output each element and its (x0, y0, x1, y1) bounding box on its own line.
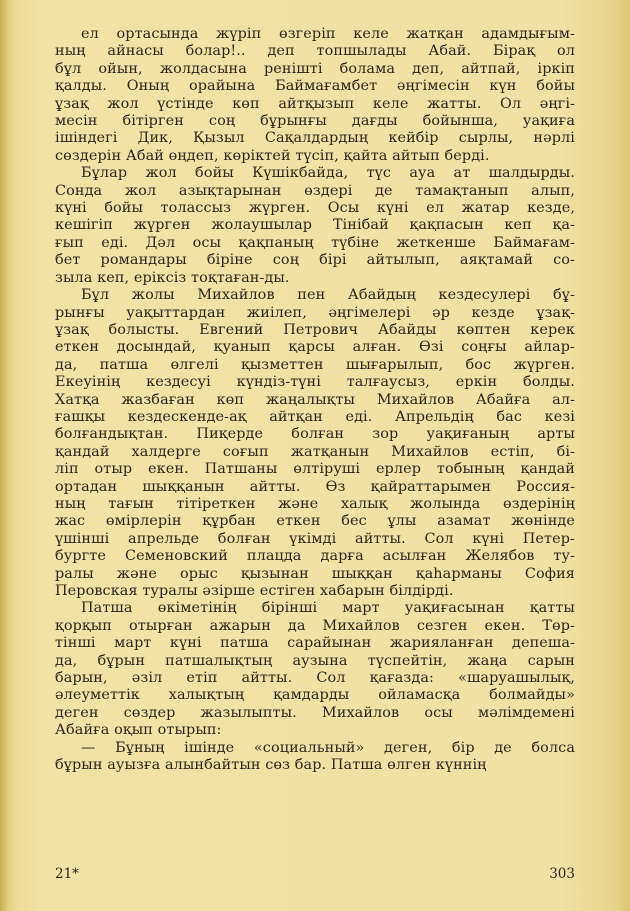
text-line: қандай халдерге соғып жатқанын Михайлов естіп, бі- (55, 443, 575, 460)
text-line: зыла кеп, еріксіз тоқтаған-ды. (55, 269, 290, 286)
text-line: қалды. Оның орайына Баймағамбет әңгімесін күн бойы (55, 78, 575, 95)
text-line: үшінші апрельде болған үкімді айтты. Сол күні Петер- (55, 530, 575, 547)
text-line: күні бойы толассыз жүрген. Осы күні ел жатар кезде, (55, 200, 575, 217)
text-line: да, патша өлгелі қызметтен шығарылып, бос жүрген. (55, 356, 575, 373)
page-text-body (55, 26, 575, 774)
text-line: еткен досындай, қуанып қарсы алған. Өзі соңғы айлар- (55, 339, 575, 356)
text-line: әлеуметтік халықтың қамдарды ойламасқа болмайды» (55, 687, 575, 704)
text-line: рынғы уақыттардан жиілеп, әңгімелері әр кезде ұзақ- (55, 304, 575, 321)
text-line: Екеуінің кездесуі күндіз-түні талғаусыз, еркін болды. (55, 374, 575, 391)
text-line: ліп отыр екен. Патшаны өлтіруші ерлер тобының қандай (55, 461, 575, 478)
text-line: ел ортасында жүріп өзгеріп келе жатқан адамдығым- (81, 26, 575, 42)
text-line: бұрын ауызға алынбайтын сөз бар. Патша өлген күннің (55, 757, 487, 774)
text-line: бургте Семеновский плацда дарға асылған Желябов ту- (55, 548, 575, 565)
text-line: тінші март күні патша сарайынан жарияланған депеша- (55, 635, 575, 652)
text-line: ішіндегі Дик, Қызыл Сақалдардың кейбір сырлы, нәрлі (55, 130, 575, 147)
text-line: ның тағын тітіреткен және халық жолында өздерінің (55, 495, 575, 512)
text-line: месін бітірген соң бұрынғы дағды бойынша, уақиға (55, 113, 575, 130)
text-line: болғандықтан. Пиқерде болған зор уақиғаның арты (55, 426, 575, 443)
page-number: 303 (549, 866, 575, 882)
text-line: бұл ойын, жолдасына реніштi болама деп, айтпай, іркіп (55, 60, 575, 77)
paragraph (55, 165, 575, 287)
paragraph (55, 287, 575, 600)
text-line: ұзақ болысты. Евгений Петрович Абайды көптен керек (55, 321, 575, 338)
text-line: ғып еді. Дәл осы қақпаның түбіне жеткенше Баймағам- (55, 234, 575, 251)
text-line: ның айнасы болар!.. деп топшылады Абай. Бірақ ол (55, 43, 575, 60)
text-line: бет романдары біріне соң бірі айтылып, аяқтамай со- (55, 252, 575, 269)
text-line: Патша өкіметінің бірінші март уақиғасынан қатты (81, 600, 575, 617)
text-line: Хатқа жазбаған көп жаңалықты Михайлов Абайға ал- (55, 391, 575, 408)
paragraph (55, 600, 575, 739)
text-line: кешігіп жүрген жолаушылар Тінібай қақпасын кеп қа- (55, 217, 575, 234)
text-line: да, бұрын патшалықтың аузына түспейтін, жаңа сарын (55, 652, 575, 669)
text-line: — Бұның ішінде «социальный» деген, бір де болса (81, 739, 575, 756)
book-spine-edge (0, 0, 8, 911)
paragraph (55, 26, 575, 165)
text-line: Абайға оқып отырып: (55, 722, 222, 739)
text-line: қорқып отырған ажарын да Михайлов сезген екен. Төр- (55, 617, 575, 634)
text-line: Бұлар жол бойы Күшікбайда, түс ауа ат шалдырды. (81, 165, 575, 182)
text-line: Сонда жол азықтарынан өздері де тамақтанып алып, (55, 182, 575, 199)
text-line: барын, әзіл етіп айтты. Сол қағазда: «шаруашылық, (55, 670, 575, 687)
text-line: деген сөздер жазылыпты. Михайлов осы мәлімдемені (55, 704, 575, 721)
text-line: сөздерін Абай өңдеп, көріктей түсіп, қайта айтып берді. (55, 147, 490, 164)
text-line: жас өмірлерін құрбан еткен бес ұлы азамат жөнінде (55, 513, 575, 530)
text-line: ортадан шыққанын айтты. Өз қайраттарымен Россия- (55, 478, 575, 495)
text-line: Бұл жолы Михайлов пен Абайдың кездесулері бұ- (81, 287, 575, 304)
text-line: Перовская туралы әзірше естіген хабарын білдірді. (55, 583, 454, 599)
text-line: ұзақ жол үстінде көп айтқызып келе жатты. Ол әңгі- (55, 95, 575, 112)
text-line: ғашқы кездескенде-ақ айтқан еді. Апрельдің бас кезі (55, 408, 575, 425)
text-line: ралы және орыс қызынан шыққан қаһарманы София (55, 565, 575, 582)
printer-signature-mark: 21* (55, 866, 79, 882)
paragraph (55, 740, 575, 775)
